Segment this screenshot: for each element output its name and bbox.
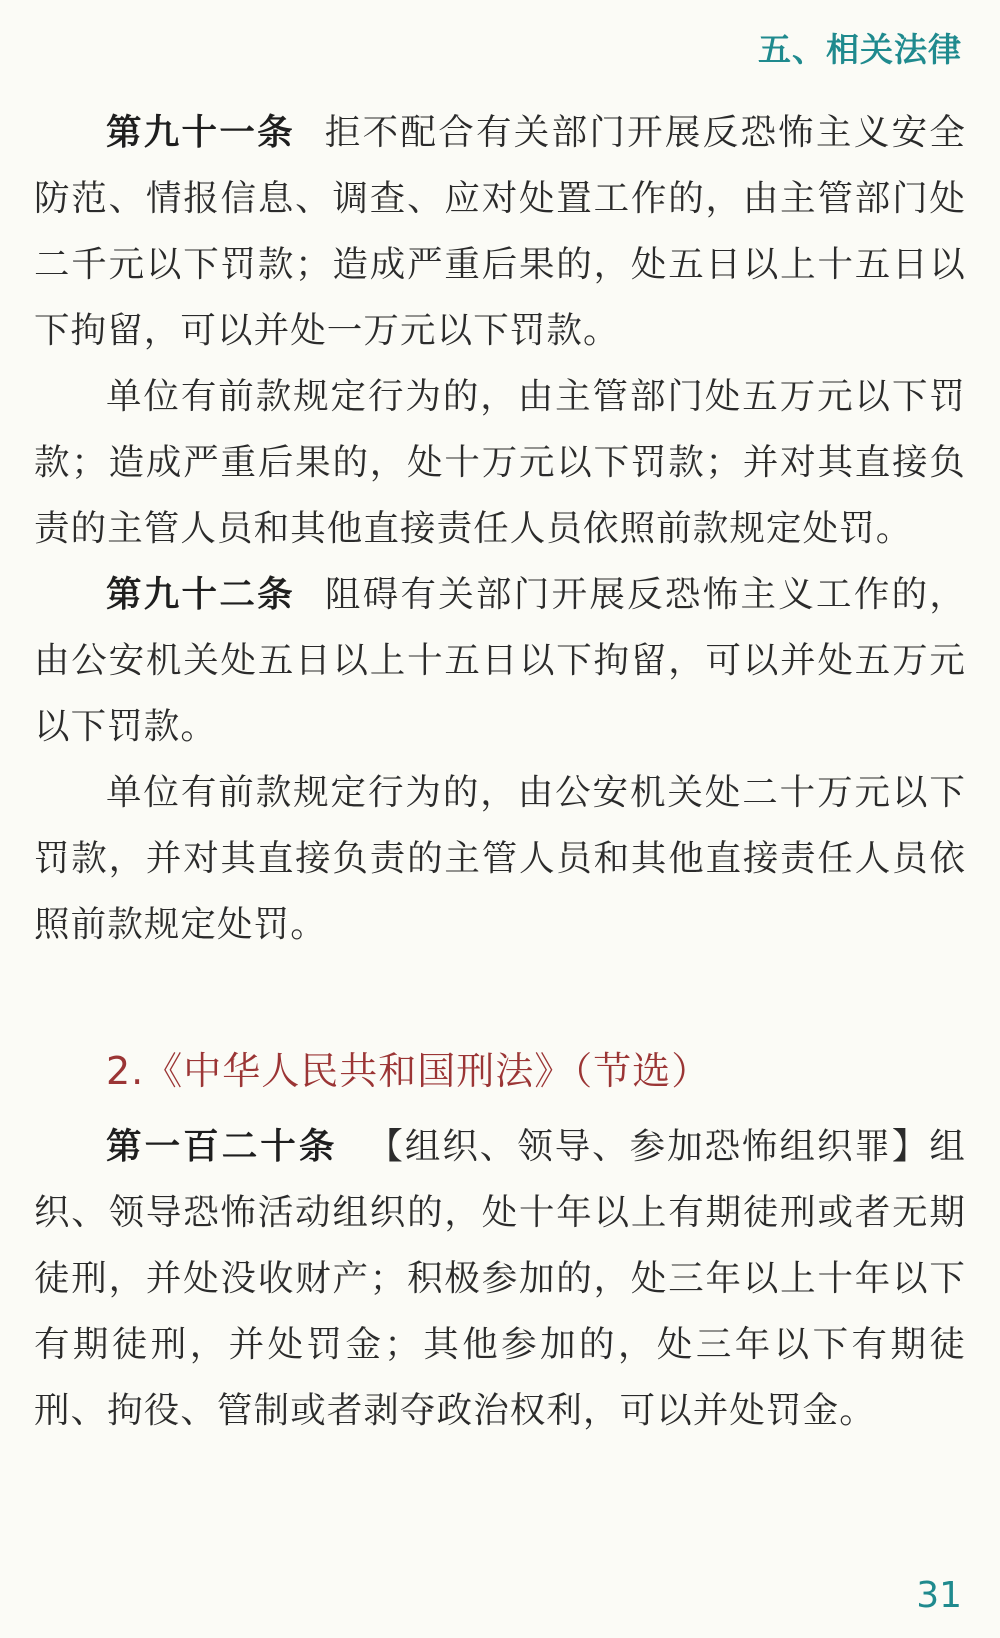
article-91-paragraph <box>34 100 966 364</box>
paragraph-text: 单位有前款规定行为的，由公安机关处二十万元以下罚款，并对其直接负责的主管人员和其他直接责任人员依照前款规定处罚。 <box>34 772 966 945</box>
article-text: 阻碍有关部门开展反恐怖主义工作的，由公安机关处五日以上十五日以下拘留，可以并处五万元以下罚款。 <box>34 574 966 747</box>
article-number: 第一百二十条 <box>106 1126 338 1167</box>
article-91-second-paragraph <box>34 364 966 562</box>
article-92-paragraph <box>34 562 966 760</box>
crime-name: 【组织、领导、参加恐怖组织罪】 <box>367 1126 930 1167</box>
running-head: 五、相关法律 <box>758 30 962 69</box>
body-text <box>34 100 966 1444</box>
article-text: 拒不配合有关部门开展反恐怖主义安全防范、情报信息、调查、应对处置工作的，由主管部门处二千元以下罚款；造成严重后果的，处五日以上十五日以下拘留，可以并处一万元以下罚款。 <box>34 112 966 351</box>
article-92-second-paragraph <box>34 760 966 958</box>
paragraph-text: 单位有前款规定行为的，由主管部门处五万元以下罚款；造成严重后果的，处十万元以下罚款；并对其直接负责的主管人员和其他直接责任人员依照前款规定处罚。 <box>34 376 966 549</box>
article-text: 组织、领导恐怖活动组织的，处十年以上有期徒刑或者无期徒刑，并处没收财产；积极参加的，处三年以上十年以下有期徒刑，并处罚金；其他参加的，处三年以下有期徒刑、拘役、管制或者剥夺政治权利，可以并处罚金。 <box>34 1126 966 1431</box>
section-heading: 2.《中华人民共和国刑法》（节选） <box>106 1049 711 1093</box>
article-120-paragraph <box>34 1114 966 1444</box>
page-number: 31 <box>916 1575 962 1616</box>
article-number: 第九十二条 <box>106 574 295 615</box>
article-number: 第九十一条 <box>106 112 295 153</box>
